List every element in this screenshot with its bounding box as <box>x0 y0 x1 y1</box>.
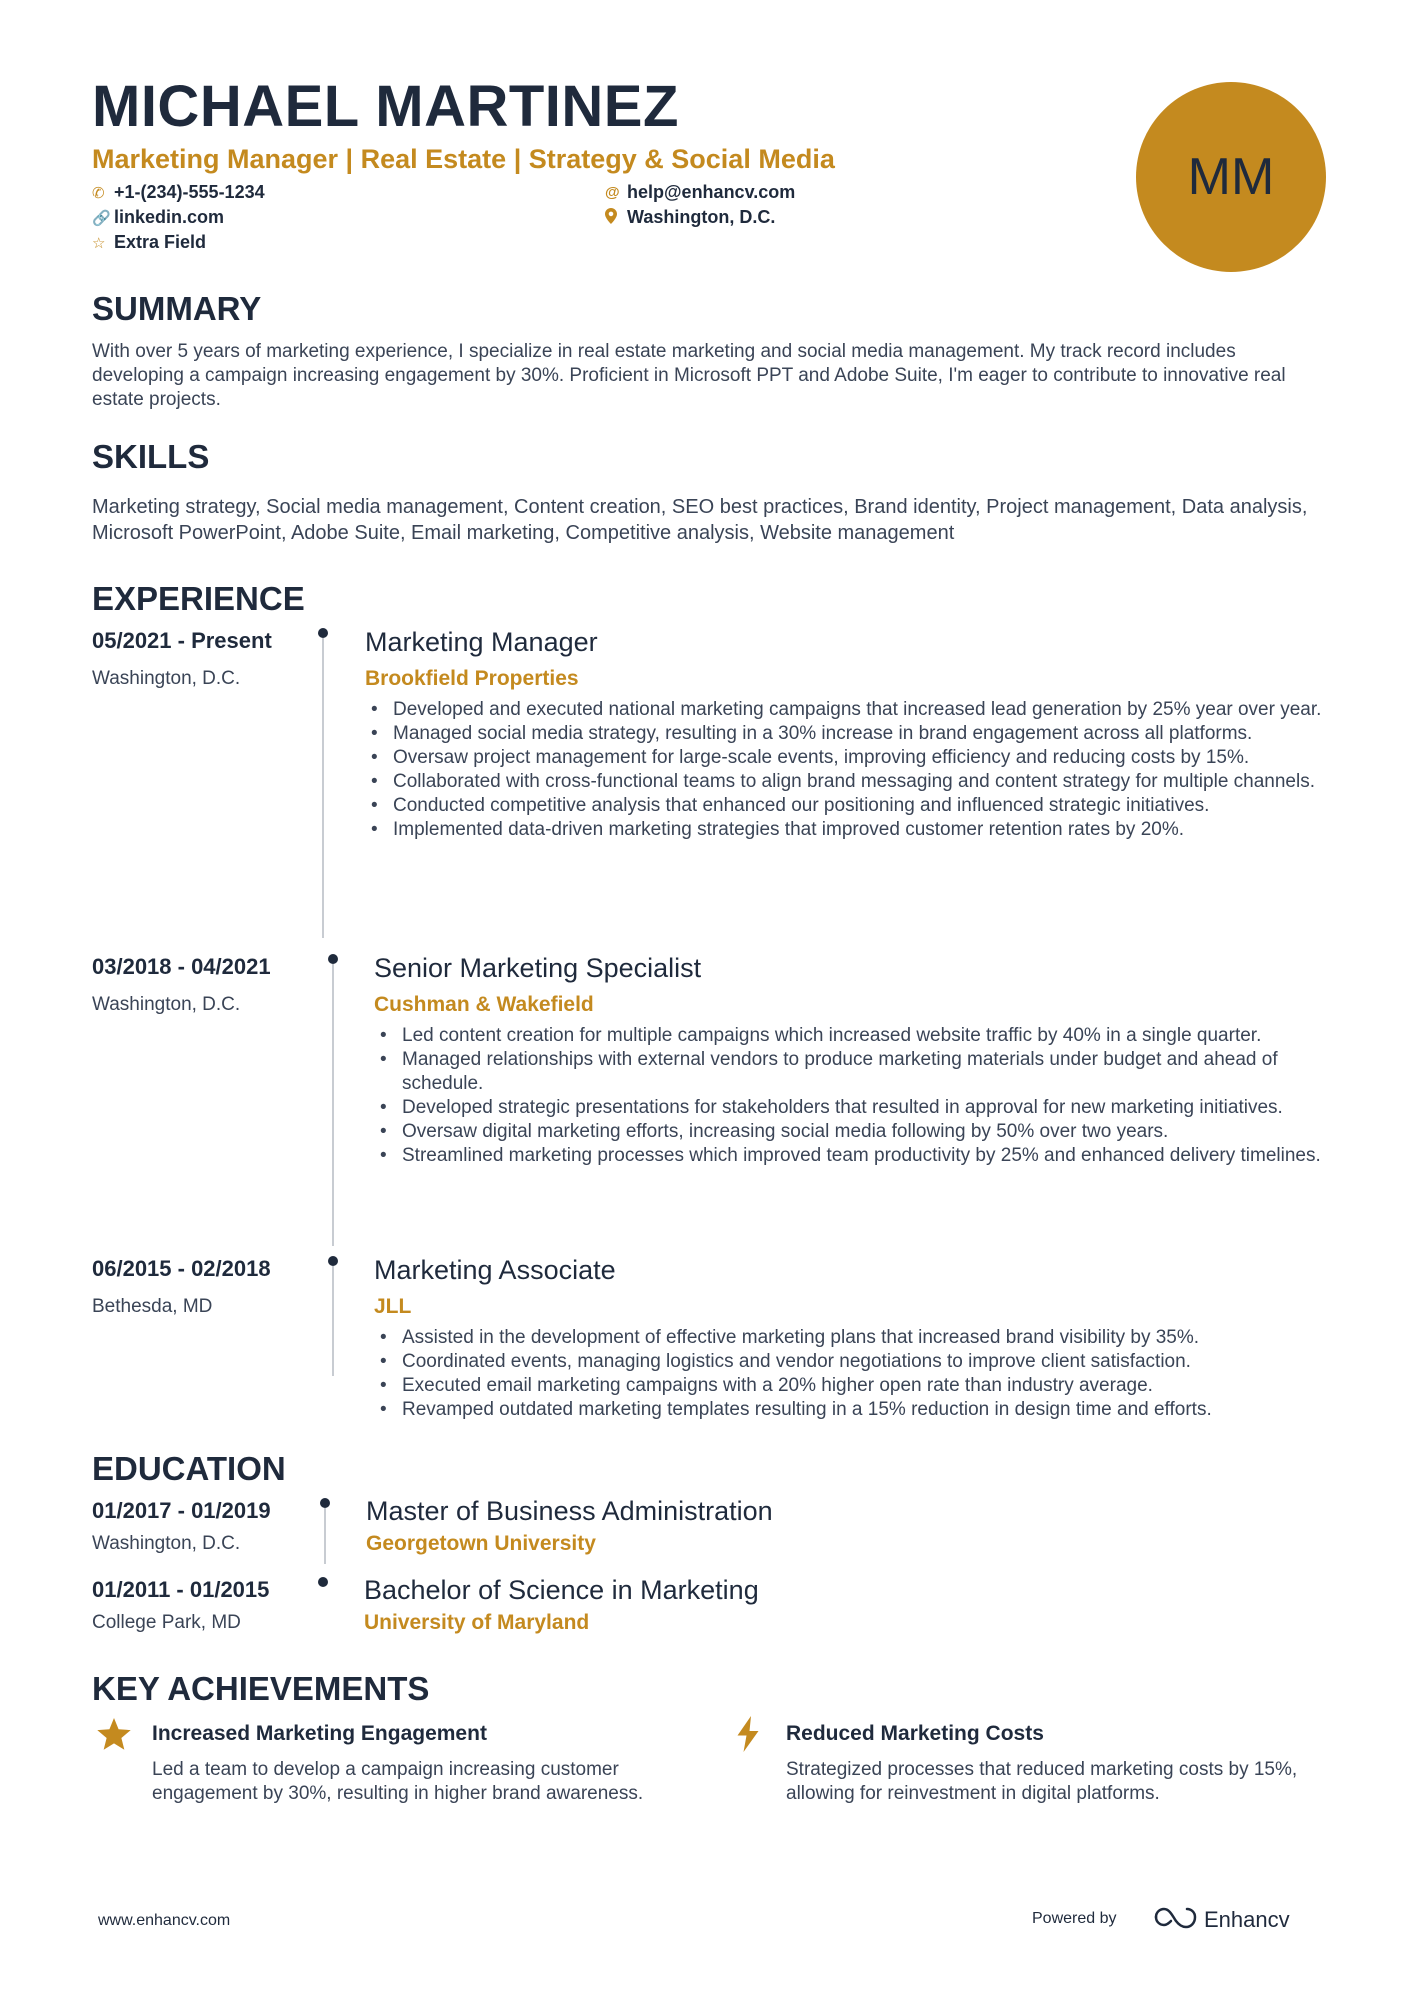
job-location: Bethesda, MD <box>92 1296 213 1317</box>
star-outline-icon: ☆ <box>92 234 106 252</box>
email-text[interactable]: help@enhancv.com <box>627 182 796 202</box>
list-item: • Streamlined marketing processes which improved team productivity by 25% and enhanced delivery timelines. <box>374 1144 1324 1168</box>
timeline-line <box>324 1508 326 1564</box>
list-item: • Executed email marketing campaigns with a 20% higher open rate than industry average. <box>374 1374 1324 1398</box>
edu-location: Washington, D.C. <box>92 1533 241 1554</box>
timeline-dot <box>318 628 328 638</box>
edu-school: University of Maryland <box>364 1611 590 1634</box>
job-location: Washington, D.C. <box>92 668 241 689</box>
star-icon <box>96 1718 132 1757</box>
edu-degree: Master of Business Administration <box>366 1496 773 1526</box>
enhancv-logo[interactable] <box>1152 1904 1290 1935</box>
list-item: • Assisted in the development of effective marketing plans that increased brand visibility by 35%. <box>374 1326 1324 1350</box>
job-title: Senior Marketing Specialist <box>374 953 702 983</box>
timeline-line <box>322 638 324 938</box>
job-location: Washington, D.C. <box>92 994 241 1015</box>
enhancv-logo-text: Enhancv <box>1204 1906 1290 1932</box>
candidate-name: MICHAEL MARTINEZ <box>92 74 679 139</box>
extra-text: Extra Field <box>114 232 207 252</box>
achievement-text: Strategized processes that reduced marketing costs by 15%, allowing for reinvestment in digital platforms. <box>786 1759 1298 1804</box>
location-text: Washington, D.C. <box>627 207 776 227</box>
achievements-heading: KEY ACHIEVEMENTS <box>92 1670 430 1707</box>
enhancv-logo-icon <box>1152 1904 1200 1935</box>
edu-degree: Bachelor of Science in Marketing <box>364 1575 759 1605</box>
job-title: Marketing Associate <box>374 1255 616 1285</box>
job-bullets <box>374 1326 1324 1422</box>
contact-linkedin[interactable] <box>92 207 224 228</box>
location-pin-icon <box>605 208 627 228</box>
phone-text: +1-(234)-555-1234 <box>114 182 265 202</box>
contact-phone <box>92 182 265 203</box>
list-item: • Managed social media strategy, resulting in a 30% increase in brand engagement across all platforms. <box>365 722 1325 746</box>
list-item: • Led content creation for multiple campaigns which increased website traffic by 40% in a single quarter. <box>374 1024 1324 1048</box>
job-title: Marketing Manager <box>365 627 598 657</box>
list-item: • Developed and executed national marketing campaigns that increased lead generation by 25% year over year. <box>365 698 1325 722</box>
avatar: MM <box>1136 82 1326 272</box>
lightning-icon <box>736 1716 760 1757</box>
edu-school: Georgetown University <box>366 1532 596 1555</box>
summary-heading: SUMMARY <box>92 290 262 327</box>
job-company: Brookfield Properties <box>365 667 579 690</box>
edu-dates: 01/2011 - 01/2015 <box>92 1577 270 1602</box>
footer-powered-by: Powered by <box>1032 1910 1117 1927</box>
list-item: • Revamped outdated marketing templates resulting in a 15% reduction in design time and efforts. <box>374 1398 1324 1422</box>
list-item: • Developed strategic presentations for stakeholders that resulted in approval for new marketing initiatives. <box>374 1096 1324 1120</box>
job-bullets <box>365 698 1325 842</box>
edu-dates: 01/2017 - 01/2019 <box>92 1498 271 1523</box>
at-icon: @ <box>605 184 620 201</box>
contact-email[interactable] <box>605 182 795 203</box>
timeline-dot <box>320 1498 330 1508</box>
job-dates: 06/2015 - 02/2018 <box>92 1256 271 1281</box>
skills-heading: SKILLS <box>92 438 210 475</box>
achievement-text: Led a team to develop a campaign increasing customer engagement by 30%, resulting in higher brand awareness. <box>152 1759 644 1804</box>
list-item: • Coordinated events, managing logistics and vendor negotiations to improve client satisfaction. <box>374 1350 1324 1374</box>
linkedin-text[interactable]: linkedin.com <box>114 207 225 227</box>
list-item: • Collaborated with cross-functional teams to align brand messaging and content strategy for multiple channels. <box>365 770 1325 794</box>
timeline-dot <box>328 1256 338 1266</box>
skills-text: Marketing strategy, Social media management, Content creation, SEO best practices, Brand identity, Project management, Data analysis, Microsoft PowerPoint, Adobe Suite, Email marketing, Competitive analysis, Website management <box>92 496 1308 544</box>
summary-text: With over 5 years of marketing experience, I specialize in real estate marketing and social media management. My track record includes developing a campaign increasing engagement by 30%. Proficient in Microsoft PPT and Adobe Suite, I'm eager to contribute to innovative real estate projects. <box>92 341 1286 410</box>
footer-website[interactable]: www.enhancv.com <box>98 1912 231 1929</box>
education-heading: EDUCATION <box>92 1450 286 1487</box>
achievement-title: Reduced Marketing Costs <box>786 1722 1044 1745</box>
list-item: • Implemented data-driven marketing strategies that improved customer retention rates by 20%. <box>365 818 1325 842</box>
job-dates: 05/2021 - Present <box>92 628 272 653</box>
timeline-line <box>332 1266 334 1376</box>
timeline-dot <box>318 1577 328 1587</box>
contact-location <box>605 207 775 228</box>
job-bullets <box>374 1024 1324 1168</box>
candidate-headline: Marketing Manager | Real Estate | Strategy & Social Media <box>92 144 835 174</box>
edu-location: College Park, MD <box>92 1612 241 1633</box>
link-icon: 🔗 <box>92 209 111 227</box>
list-item: • Oversaw project management for large-scale events, improving efficiency and reducing costs by 15%. <box>365 746 1325 770</box>
list-item: • Conducted competitive analysis that enhanced our positioning and influenced strategic initiatives. <box>365 794 1325 818</box>
phone-icon: ✆ <box>92 184 105 202</box>
experience-heading: EXPERIENCE <box>92 580 305 617</box>
timeline-line <box>332 964 334 1246</box>
achievement-title: Increased Marketing Engagement <box>152 1722 487 1745</box>
job-company: JLL <box>374 1295 412 1318</box>
job-dates: 03/2018 - 04/2021 <box>92 954 271 979</box>
timeline-dot <box>328 954 338 964</box>
list-item: • Managed relationships with external vendors to produce marketing materials under budget and ahead of schedule. <box>374 1048 1324 1096</box>
contact-extra <box>92 232 206 253</box>
job-company: Cushman & Wakefield <box>374 993 594 1016</box>
list-item: • Oversaw digital marketing efforts, increasing social media following by 50% over two years. <box>374 1120 1324 1144</box>
